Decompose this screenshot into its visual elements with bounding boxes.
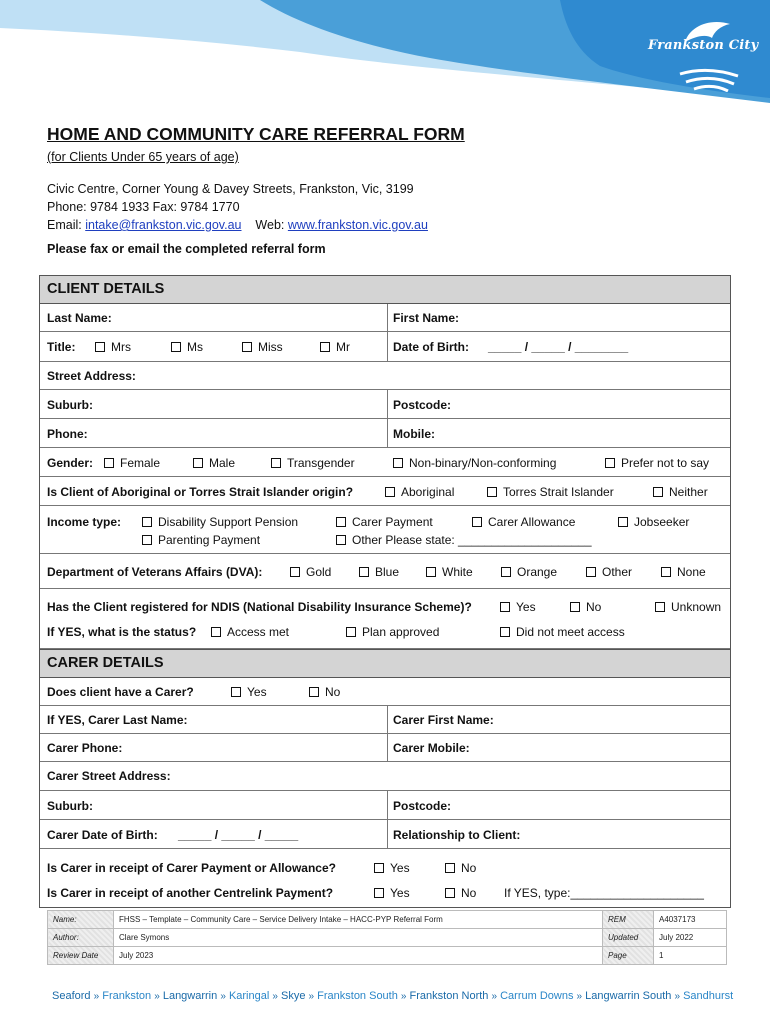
title-miss-checkbox[interactable]: Miss <box>242 340 283 354</box>
centrelink-yes-checkbox[interactable]: Yes <box>374 886 410 900</box>
referral-form <box>39 275 731 908</box>
gender-label: Gender: <box>47 456 94 470</box>
title-label: Title: <box>47 340 76 354</box>
checkbox-icon <box>653 487 663 497</box>
footer-author-label: Author: <box>48 929 114 947</box>
postcode-field[interactable]: Postcode: <box>393 398 452 412</box>
gender-male-checkbox[interactable]: Male <box>193 456 235 470</box>
dva-orange-checkbox[interactable]: Orange <box>501 565 557 579</box>
street-address-field[interactable]: Street Address: <box>47 369 136 383</box>
dob-label: Date of Birth: <box>393 340 469 354</box>
atsi-neither-checkbox[interactable]: Neither <box>653 485 708 499</box>
status-access-met-checkbox[interactable]: Access met <box>211 625 289 639</box>
ndis-no-checkbox[interactable]: No <box>570 600 601 614</box>
document-footer-table <box>47 910 727 965</box>
email-label: Email: <box>47 218 82 232</box>
title-mr-checkbox[interactable]: Mr <box>320 340 350 354</box>
checkbox-icon <box>445 863 455 873</box>
dva-other-checkbox[interactable]: Other <box>586 565 632 579</box>
checkbox-icon <box>500 602 510 612</box>
footer-updated-label: Updated <box>603 929 654 947</box>
carer-payment-question: Is Carer in receipt of Carer Payment or Allowance? <box>47 861 336 875</box>
suburb-list: Seaford » Frankston » Langwarrin » Karingal » Skye » Frankston South » Frankston North » Carrum Downs » Langwarrin South » Sandhurst <box>52 990 734 1002</box>
dva-blue-checkbox[interactable]: Blue <box>359 565 399 579</box>
gender-female-checkbox[interactable]: Female <box>104 456 160 470</box>
phone-fax: Phone: 9784 1933 Fax: 9784 1770 <box>47 200 240 214</box>
web-label: Web: <box>255 218 285 232</box>
checkbox-icon <box>95 342 105 352</box>
section-carer-details: CARER DETAILS <box>40 649 730 678</box>
checkbox-icon <box>393 458 403 468</box>
checkbox-icon <box>290 567 300 577</box>
suburb-frankston-south: Frankston South <box>317 990 398 1002</box>
suburb-karingal: Karingal <box>228 990 270 1002</box>
checkbox-icon <box>309 687 319 697</box>
checkbox-icon <box>605 458 615 468</box>
footer-updated: July 2022 <box>654 929 727 947</box>
income-carer-allowance-checkbox[interactable]: Carer Allowance <box>472 515 575 529</box>
carer-first-name-field[interactable]: Carer First Name: <box>393 713 494 727</box>
gender-prefer-not-checkbox[interactable]: Prefer not to say <box>605 456 709 470</box>
suburb-carrum-downs: Carrum Downs <box>500 990 574 1002</box>
suburb-seaford: Seaford <box>52 990 91 1002</box>
status-did-not-meet-checkbox[interactable]: Did not meet access <box>500 625 625 639</box>
title-ms-checkbox[interactable]: Ms <box>171 340 203 354</box>
income-carer-payment-checkbox[interactable]: Carer Payment <box>336 515 433 529</box>
web-link[interactable]: www.frankston.vic.gov.au <box>287 218 428 232</box>
atsi-aboriginal-checkbox[interactable]: Aboriginal <box>385 485 454 499</box>
carer-dob-label: Carer Date of Birth: <box>47 828 158 842</box>
suburb-frankston-north: Frankston North <box>409 990 489 1002</box>
income-label: Income type: <box>47 515 122 529</box>
checkbox-icon <box>487 487 497 497</box>
section-client-details: CLIENT DETAILS <box>40 276 730 304</box>
footer-name-label: Name: <box>48 911 114 929</box>
instruction: Please fax or email the completed referral form <box>47 242 326 256</box>
phone-field[interactable]: Phone: <box>47 427 88 441</box>
gender-transgender-checkbox[interactable]: Transgender <box>271 456 355 470</box>
dva-white-checkbox[interactable]: White <box>426 565 473 579</box>
footer-page-label: Page <box>603 947 654 965</box>
checkbox-icon <box>104 458 114 468</box>
checkbox-icon <box>374 888 384 898</box>
checkbox-icon <box>320 342 330 352</box>
has-carer-yes-checkbox[interactable]: Yes <box>231 685 267 699</box>
has-carer-no-checkbox[interactable]: No <box>309 685 340 699</box>
income-dsp-checkbox[interactable]: Disability Support Pension <box>142 515 298 529</box>
checkbox-icon <box>385 487 395 497</box>
contact-line <box>47 218 428 232</box>
checkbox-icon <box>336 517 346 527</box>
first-name-field[interactable]: First Name: <box>393 311 460 325</box>
carer-dob-field[interactable]: _____ / _____ / _____ <box>178 828 299 842</box>
footer-author: Clare Symons <box>114 929 603 947</box>
checkbox-icon <box>211 627 221 637</box>
carer-mobile-field[interactable]: Carer Mobile: <box>393 741 470 755</box>
carer-payment-yes-checkbox[interactable]: Yes <box>374 861 410 875</box>
page-subtitle: (for Clients Under 65 years of age) <box>47 150 239 164</box>
checkbox-icon <box>193 458 203 468</box>
suburb-langwarrin: Langwarrin <box>162 990 218 1002</box>
checkbox-icon <box>171 342 181 352</box>
dob-field[interactable]: _____ / _____ / ________ <box>488 340 629 354</box>
checkbox-icon <box>500 627 510 637</box>
email-link[interactable]: intake@frankston.vic.gov.au <box>85 218 242 232</box>
checkbox-icon <box>231 687 241 697</box>
centrelink-question: Is Carer in receipt of another Centrelink Payment? <box>47 886 334 900</box>
address: Civic Centre, Corner Young & Davey Streets, Frankston, Vic, 3199 <box>47 182 414 196</box>
mobile-field[interactable]: Mobile: <box>393 427 435 441</box>
carer-postcode-field[interactable]: Postcode: <box>393 799 452 813</box>
checkbox-icon <box>472 517 482 527</box>
footer-page: 1 <box>654 947 727 965</box>
checkbox-icon <box>501 567 511 577</box>
dva-gold-checkbox[interactable]: Gold <box>290 565 331 579</box>
footer-review: July 2023 <box>114 947 603 965</box>
carer-last-name-field[interactable]: If YES, Carer Last Name: <box>47 713 188 727</box>
footer-review-label: Review Date <box>48 947 114 965</box>
suburb-field[interactable]: Suburb: <box>47 398 93 412</box>
income-other-checkbox[interactable]: Other Please state: ____________________ <box>336 533 592 547</box>
carer-street-field[interactable]: Carer Street Address: <box>47 769 171 783</box>
ndis-yes-checkbox[interactable]: Yes <box>500 600 536 614</box>
suburb-sandhurst: Sandhurst <box>683 990 734 1002</box>
centrelink-no-checkbox[interactable]: No <box>445 886 476 900</box>
checkbox-icon <box>661 567 671 577</box>
footer-rem-label: REM <box>603 911 654 929</box>
checkbox-icon <box>346 627 356 637</box>
page-title: HOME AND COMMUNITY CARE REFERRAL FORM <box>47 124 465 144</box>
checkbox-icon <box>374 863 384 873</box>
carer-suburb-field[interactable]: Suburb: <box>47 799 93 813</box>
suburb-skye: Skye <box>280 990 306 1002</box>
checkbox-icon <box>655 602 665 612</box>
carer-phone-field[interactable]: Carer Phone: <box>47 741 123 755</box>
carer-payment-no-checkbox[interactable]: No <box>445 861 476 875</box>
gender-nonbinary-checkbox[interactable]: Non-binary/Non-conforming <box>393 456 556 470</box>
income-jobseeker-checkbox[interactable]: Jobseeker <box>618 515 689 529</box>
checkbox-icon <box>142 517 152 527</box>
dva-label: Department of Veterans Affairs (DVA): <box>47 565 263 579</box>
dva-none-checkbox[interactable]: None <box>661 565 706 579</box>
ndis-question: Has the Client registered for NDIS (National Disability Insurance Scheme)? <box>47 600 472 614</box>
checkbox-icon <box>570 602 580 612</box>
checkbox-icon <box>359 567 369 577</box>
has-carer-question: Does client have a Carer? <box>47 685 194 699</box>
centrelink-type-field[interactable]: If YES, type:____________________ <box>504 886 704 900</box>
atsi-question: Is Client of Aboriginal or Torres Strait Islander origin? <box>47 485 354 499</box>
relationship-field[interactable]: Relationship to Client: <box>393 828 521 842</box>
ndis-status-label: If YES, what is the status? <box>47 625 197 639</box>
footer-rem: A4037173 <box>654 911 727 929</box>
income-parenting-checkbox[interactable]: Parenting Payment <box>142 533 260 547</box>
ndis-unknown-checkbox[interactable]: Unknown <box>655 600 721 614</box>
atsi-torres-strait-checkbox[interactable]: Torres Strait Islander <box>487 485 614 499</box>
checkbox-icon <box>271 458 281 468</box>
logo-text: Frankston City <box>648 38 759 53</box>
last-name-field[interactable]: Last Name: <box>47 311 112 325</box>
footer-name: FHSS – Template – Community Care – Service Delivery Intake – HACC-PYP Referral Form <box>114 911 603 929</box>
checkbox-icon <box>445 888 455 898</box>
checkbox-icon <box>142 535 152 545</box>
checkbox-icon <box>242 342 252 352</box>
checkbox-icon <box>586 567 596 577</box>
title-mrs-checkbox[interactable]: Mrs <box>95 340 131 354</box>
status-plan-approved-checkbox[interactable]: Plan approved <box>346 625 439 639</box>
checkbox-icon <box>336 535 346 545</box>
suburb-langwarrin-south: Langwarrin South <box>585 990 672 1002</box>
checkbox-icon <box>426 567 436 577</box>
suburb-frankston: Frankston <box>102 990 152 1002</box>
checkbox-icon <box>618 517 628 527</box>
